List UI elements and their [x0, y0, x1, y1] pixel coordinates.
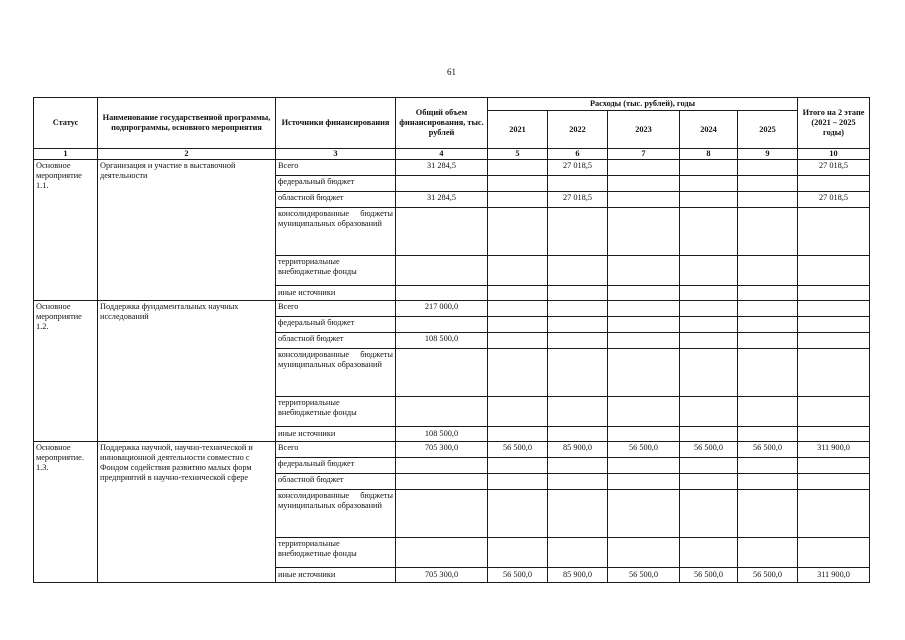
header-year: 2023: [608, 111, 680, 149]
funding-source: федеральный бюджет: [276, 317, 396, 333]
year-cell: [608, 160, 680, 176]
funding-source: Всего: [276, 442, 396, 458]
column-number: 3: [276, 149, 396, 160]
total-cell: [396, 474, 488, 490]
year-cell: [738, 458, 798, 474]
funding-source: консолидированные бюджеты муниципальных образований: [276, 208, 396, 256]
page-number: 61: [447, 67, 456, 77]
measure-status: Основное мероприятие 1.1.: [34, 160, 98, 301]
funding-source: федеральный бюджет: [276, 176, 396, 192]
year-cell: [680, 458, 738, 474]
year-cell: [548, 301, 608, 317]
year-cell: [680, 256, 738, 286]
header-name: Наименование государственной программы, подпрограммы, основного мероприятия: [98, 98, 276, 149]
table-row: [34, 301, 870, 317]
header-row: [34, 98, 870, 111]
year-cell: [488, 256, 548, 286]
year-cell: [608, 427, 680, 442]
column-number: 5: [488, 149, 548, 160]
year-cell: [738, 208, 798, 256]
stage-total-cell: 27 018,5: [798, 160, 870, 176]
year-cell: [608, 458, 680, 474]
total-cell: 31 284,5: [396, 192, 488, 208]
column-number: 6: [548, 149, 608, 160]
funding-source: Всего: [276, 160, 396, 176]
header-total: Общий объем финансирования, тыс. рублей: [396, 98, 488, 149]
header-year: 2021: [488, 111, 548, 149]
year-cell: [548, 208, 608, 256]
total-cell: 705 300,0: [396, 568, 488, 583]
stage-total-cell: [798, 474, 870, 490]
stage-total-cell: [798, 490, 870, 538]
funding-source: областной бюджет: [276, 474, 396, 490]
table-body: [34, 160, 870, 583]
year-cell: [608, 349, 680, 397]
header-stage-total: Итого на 2 этапе (2021 – 2025 годы): [798, 98, 870, 149]
total-cell: [396, 176, 488, 192]
funding-source: консолидированные бюджеты муниципальных образований: [276, 490, 396, 538]
year-cell: [488, 192, 548, 208]
total-cell: 31 284,5: [396, 160, 488, 176]
measure-status: Основное мероприятие. 1.3.: [34, 442, 98, 583]
year-cell: [608, 301, 680, 317]
year-cell: [548, 176, 608, 192]
year-cell: [488, 286, 548, 301]
year-cell: 56 500,0: [738, 442, 798, 458]
year-cell: [738, 490, 798, 538]
year-cell: [608, 490, 680, 538]
funding-source: территориальные внебюджетные фонды: [276, 538, 396, 568]
table-row: [34, 160, 870, 176]
year-cell: [488, 474, 548, 490]
year-cell: [680, 333, 738, 349]
year-cell: [548, 474, 608, 490]
year-cell: 27 018,5: [548, 192, 608, 208]
year-cell: [608, 317, 680, 333]
column-number: 8: [680, 149, 738, 160]
year-cell: [738, 349, 798, 397]
stage-total-cell: [798, 256, 870, 286]
funding-source: Всего: [276, 301, 396, 317]
year-cell: [608, 474, 680, 490]
year-cell: [738, 474, 798, 490]
stage-total-cell: 311 900,0: [798, 568, 870, 583]
year-cell: [738, 286, 798, 301]
year-cell: [680, 301, 738, 317]
year-cell: [680, 208, 738, 256]
funding-source: территориальные внебюджетные фонды: [276, 397, 396, 427]
total-cell: [396, 256, 488, 286]
funding-source: областной бюджет: [276, 192, 396, 208]
stage-total-cell: [798, 317, 870, 333]
year-cell: [488, 458, 548, 474]
total-cell: 705 300,0: [396, 442, 488, 458]
year-cell: [488, 349, 548, 397]
total-cell: [396, 349, 488, 397]
year-cell: [488, 160, 548, 176]
year-cell: [488, 208, 548, 256]
year-cell: [738, 256, 798, 286]
header-year: 2022: [548, 111, 608, 149]
stage-total-cell: [798, 301, 870, 317]
measure-name: Организация и участие в выставочной деятельности: [98, 160, 276, 301]
year-cell: [608, 208, 680, 256]
year-cell: [608, 192, 680, 208]
year-cell: 56 500,0: [608, 568, 680, 583]
stage-total-cell: 311 900,0: [798, 442, 870, 458]
year-cell: [608, 256, 680, 286]
column-number: 2: [98, 149, 276, 160]
year-cell: [738, 192, 798, 208]
total-cell: [396, 397, 488, 427]
year-cell: [680, 538, 738, 568]
header-year: 2025: [738, 111, 798, 149]
stage-total-cell: [798, 333, 870, 349]
total-cell: [396, 286, 488, 301]
year-cell: 56 500,0: [680, 442, 738, 458]
header-expenses: Расходы (тыс. рублей), годы: [488, 98, 798, 111]
year-cell: [488, 427, 548, 442]
column-number: 10: [798, 149, 870, 160]
year-cell: 56 500,0: [488, 442, 548, 458]
measure-status: Основное мероприятие 1.2.: [34, 301, 98, 442]
year-cell: [680, 427, 738, 442]
total-cell: [396, 208, 488, 256]
year-cell: [548, 427, 608, 442]
year-cell: [488, 301, 548, 317]
year-cell: [608, 538, 680, 568]
year-cell: 85 900,0: [548, 568, 608, 583]
year-cell: [738, 160, 798, 176]
year-cell: 56 500,0: [488, 568, 548, 583]
year-cell: [738, 427, 798, 442]
total-cell: 217 000,0: [396, 301, 488, 317]
year-cell: [680, 490, 738, 538]
stage-total-cell: [798, 427, 870, 442]
column-numbers-row: [34, 149, 870, 160]
header-status: Статус: [34, 98, 98, 149]
column-number: 9: [738, 149, 798, 160]
stage-total-cell: [798, 458, 870, 474]
funding-source: консолидированные бюджеты муниципальных образований: [276, 349, 396, 397]
column-number: 4: [396, 149, 488, 160]
total-cell: [396, 490, 488, 538]
stage-total-cell: 27 018,5: [798, 192, 870, 208]
year-cell: [548, 458, 608, 474]
year-cell: [738, 176, 798, 192]
funding-source: территориальные внебюджетные фонды: [276, 256, 396, 286]
funding-source: федеральный бюджет: [276, 458, 396, 474]
year-cell: [548, 333, 608, 349]
year-cell: [548, 256, 608, 286]
funding-source: иные источники: [276, 286, 396, 301]
year-cell: [548, 349, 608, 397]
stage-total-cell: [798, 208, 870, 256]
year-cell: [680, 286, 738, 301]
budget-table: [33, 97, 870, 583]
year-cell: [488, 397, 548, 427]
total-cell: 108 500,0: [396, 333, 488, 349]
year-cell: [548, 286, 608, 301]
year-cell: [488, 538, 548, 568]
year-cell: [548, 490, 608, 538]
stage-total-cell: [798, 286, 870, 301]
header-year: 2024: [680, 111, 738, 149]
year-cell: [680, 192, 738, 208]
year-cell: [608, 397, 680, 427]
year-cell: [548, 538, 608, 568]
year-cell: [680, 349, 738, 397]
header-source: Источники финансирования: [276, 98, 396, 149]
measure-name: Поддержка фундаментальных научных исследований: [98, 301, 276, 442]
total-cell: [396, 317, 488, 333]
stage-total-cell: [798, 349, 870, 397]
total-cell: [396, 458, 488, 474]
year-cell: [548, 397, 608, 427]
year-cell: [738, 317, 798, 333]
year-cell: [738, 333, 798, 349]
year-cell: [608, 333, 680, 349]
year-cell: [608, 176, 680, 192]
funding-source: областной бюджет: [276, 333, 396, 349]
year-cell: [488, 317, 548, 333]
stage-total-cell: [798, 397, 870, 427]
year-cell: [488, 176, 548, 192]
year-cell: 27 018,5: [548, 160, 608, 176]
stage-total-cell: [798, 176, 870, 192]
year-cell: 85 900,0: [548, 442, 608, 458]
year-cell: 56 500,0: [738, 568, 798, 583]
measure-name: Поддержка научной, научно-технической и инновационной деятельности совместно с Фондом содействия развитию малых форм предприятий в научно-технической сфере: [98, 442, 276, 583]
year-cell: [738, 397, 798, 427]
stage-total-cell: [798, 538, 870, 568]
total-cell: [396, 538, 488, 568]
year-cell: [738, 301, 798, 317]
year-cell: [488, 490, 548, 538]
funding-source: иные источники: [276, 568, 396, 583]
total-cell: 108 500,0: [396, 427, 488, 442]
year-cell: [548, 317, 608, 333]
year-cell: [488, 333, 548, 349]
year-cell: [680, 474, 738, 490]
table-row: [34, 442, 870, 458]
year-cell: [680, 397, 738, 427]
year-cell: [608, 286, 680, 301]
year-cell: [680, 176, 738, 192]
column-number: 1: [34, 149, 98, 160]
funding-source: иные источники: [276, 427, 396, 442]
year-cell: 56 500,0: [680, 568, 738, 583]
year-cell: 56 500,0: [608, 442, 680, 458]
year-cell: [680, 160, 738, 176]
year-cell: [738, 538, 798, 568]
year-cell: [680, 317, 738, 333]
column-number: 7: [608, 149, 680, 160]
